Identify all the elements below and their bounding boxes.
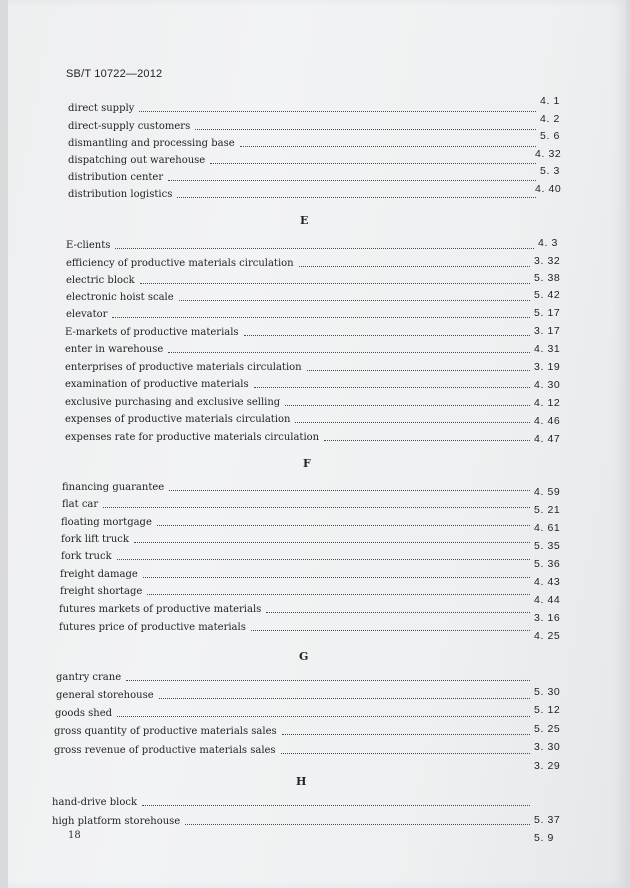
index-entry	[68, 101, 540, 115]
dot-leader	[168, 180, 536, 181]
index-entry	[56, 670, 534, 684]
dot-leader	[103, 507, 530, 508]
index-entry	[52, 795, 534, 809]
dot-leader	[210, 163, 536, 164]
index-reference: 4. 43	[534, 576, 561, 588]
dot-leader	[307, 370, 530, 371]
index-term: expenses rate for productive materials circulation	[65, 432, 320, 443]
index-entry	[65, 412, 534, 426]
dot-leader	[117, 716, 530, 717]
index-entry	[62, 480, 534, 494]
index-reference: 5. 38	[534, 272, 561, 284]
index-entry	[59, 602, 534, 616]
index-entry	[68, 170, 540, 184]
index-reference: 4. 30	[534, 379, 561, 391]
index-entry	[65, 395, 534, 409]
section-letter-f: F	[303, 457, 311, 470]
dot-leader	[185, 824, 530, 825]
index-reference: 5. 30	[534, 686, 561, 698]
dot-leader	[266, 612, 530, 613]
dot-leader	[147, 594, 530, 595]
index-entry	[54, 743, 534, 757]
index-term: enter in warehouse	[65, 344, 164, 355]
index-entry	[61, 532, 534, 546]
dot-leader	[179, 300, 530, 301]
index-reference: 5. 25	[534, 723, 561, 735]
index-entry	[61, 515, 534, 529]
index-term: freight damage	[60, 569, 138, 580]
index-reference: 5. 21	[534, 504, 561, 516]
dot-leader	[285, 405, 530, 406]
dot-leader	[244, 335, 530, 336]
standard-code-header: SB/T 10722—2012	[66, 68, 163, 80]
index-term: gross quantity of productive materials sales	[54, 726, 277, 737]
index-term: gantry crane	[56, 672, 122, 683]
index-term: flat car	[62, 499, 99, 510]
dot-leader	[324, 440, 530, 441]
index-reference: 3. 16	[534, 612, 561, 624]
index-entry	[56, 688, 534, 702]
index-entry	[61, 549, 534, 563]
dot-leader	[157, 525, 530, 526]
index-term: distribution center	[68, 172, 164, 183]
index-entry	[65, 377, 534, 391]
index-entry	[66, 290, 534, 304]
dot-leader	[139, 111, 536, 112]
index-reference: 4. 25	[534, 630, 561, 642]
document-page	[8, 0, 626, 888]
index-reference: 3. 29	[534, 760, 561, 772]
dot-leader	[117, 559, 530, 560]
index-reference: 4. 47	[534, 433, 561, 445]
index-term: high platform storehouse	[52, 816, 181, 827]
dot-leader	[159, 698, 530, 699]
index-term: dismantling and processing base	[68, 138, 235, 149]
index-reference: 5. 17	[534, 307, 561, 319]
index-entry	[66, 273, 534, 287]
index-term: examination of productive materials	[65, 379, 249, 390]
index-reference: 4. 12	[534, 397, 561, 409]
dot-leader	[134, 542, 530, 543]
dot-leader	[295, 422, 530, 423]
index-reference: 5. 9	[534, 832, 554, 844]
index-reference: 5. 35	[534, 540, 561, 552]
index-entry	[68, 119, 540, 133]
index-reference: 4. 40	[535, 183, 562, 195]
index-entry	[68, 136, 540, 150]
section-letter-g: G	[299, 650, 309, 663]
index-term: E-clients	[66, 240, 111, 251]
index-entry	[66, 307, 534, 321]
dot-leader	[282, 734, 530, 735]
index-reference: 4. 59	[534, 486, 561, 498]
index-reference: 3. 32	[534, 255, 561, 267]
index-term: direct-supply customers	[68, 121, 191, 132]
index-reference: 4. 46	[534, 415, 561, 427]
index-term: E-markets of productive materials	[65, 327, 239, 338]
index-reference: 3. 17	[534, 325, 561, 337]
section-letter-e: E	[300, 214, 309, 227]
index-term: hand-drive block	[52, 797, 138, 808]
index-reference: 4. 61	[534, 522, 561, 534]
index-term: distribution logistics	[68, 189, 173, 200]
page-number: 18	[68, 830, 81, 841]
index-term: gross revenue of productive materials sales	[54, 745, 276, 756]
dot-leader	[177, 197, 536, 198]
index-reference: 5. 37	[534, 814, 561, 826]
index-entry	[60, 567, 534, 581]
index-entry	[65, 342, 534, 356]
index-entry	[52, 814, 534, 828]
index-entry	[62, 497, 534, 511]
index-term: efficiency of productive materials circulation	[66, 258, 294, 269]
dot-leader	[254, 387, 530, 388]
index-term: fork lift truck	[61, 534, 129, 545]
dot-leader	[240, 146, 536, 147]
index-term: exclusive purchasing and exclusive selling	[65, 397, 281, 408]
index-reference: 3. 19	[534, 361, 561, 373]
index-reference: 4. 2	[540, 113, 560, 125]
index-term: elevator	[66, 309, 108, 320]
index-term: dispatching out warehouse	[68, 155, 206, 166]
index-term: electronic hoist scale	[66, 292, 174, 303]
index-reference: 5. 12	[534, 704, 561, 716]
dot-leader	[142, 805, 530, 806]
dot-leader	[143, 577, 530, 578]
dot-leader	[112, 317, 530, 318]
index-entry	[65, 325, 534, 339]
index-reference: 4. 32	[535, 148, 562, 160]
index-term: futures price of productive materials	[59, 622, 246, 633]
index-entry	[55, 706, 534, 720]
index-term: freight shortage	[60, 586, 143, 597]
index-entry	[66, 256, 534, 270]
index-entry	[65, 360, 534, 374]
index-term: general storehouse	[56, 690, 154, 701]
index-entry	[59, 620, 534, 634]
index-reference: 4. 31	[534, 343, 561, 355]
dot-leader	[115, 248, 534, 249]
index-term: enterprises of productive materials circulation	[65, 362, 302, 373]
index-reference: 5. 36	[534, 558, 561, 570]
index-entry	[54, 724, 534, 738]
dot-leader	[126, 680, 530, 681]
index-term: expenses of productive materials circulation	[65, 414, 291, 425]
index-term: floating mortgage	[61, 517, 152, 528]
dot-leader	[140, 283, 530, 284]
index-term: direct supply	[68, 103, 135, 114]
index-entry	[66, 238, 538, 252]
index-entry	[65, 430, 534, 444]
index-entry	[68, 187, 540, 201]
index-entry	[60, 584, 534, 598]
index-reference: 4. 44	[534, 594, 561, 606]
section-letter-h: H	[296, 775, 307, 788]
dot-leader	[251, 630, 530, 631]
dot-leader	[195, 129, 536, 130]
dot-leader	[169, 490, 530, 491]
index-reference: 4. 3	[538, 237, 558, 249]
index-reference: 5. 3	[540, 165, 560, 177]
dot-leader	[168, 352, 530, 353]
index-reference: 3. 30	[534, 741, 561, 753]
index-term: fork truck	[61, 551, 112, 562]
dot-leader	[281, 753, 530, 754]
index-reference: 4. 1	[540, 95, 560, 107]
index-term: futures markets of productive materials	[59, 604, 262, 615]
index-reference: 5. 6	[540, 130, 560, 142]
index-term: financing guarantee	[62, 482, 165, 493]
index-term: goods shed	[55, 708, 113, 719]
index-entry	[68, 153, 540, 167]
index-term: electric block	[66, 275, 135, 286]
dot-leader	[299, 266, 530, 267]
index-reference: 5. 42	[534, 289, 561, 301]
